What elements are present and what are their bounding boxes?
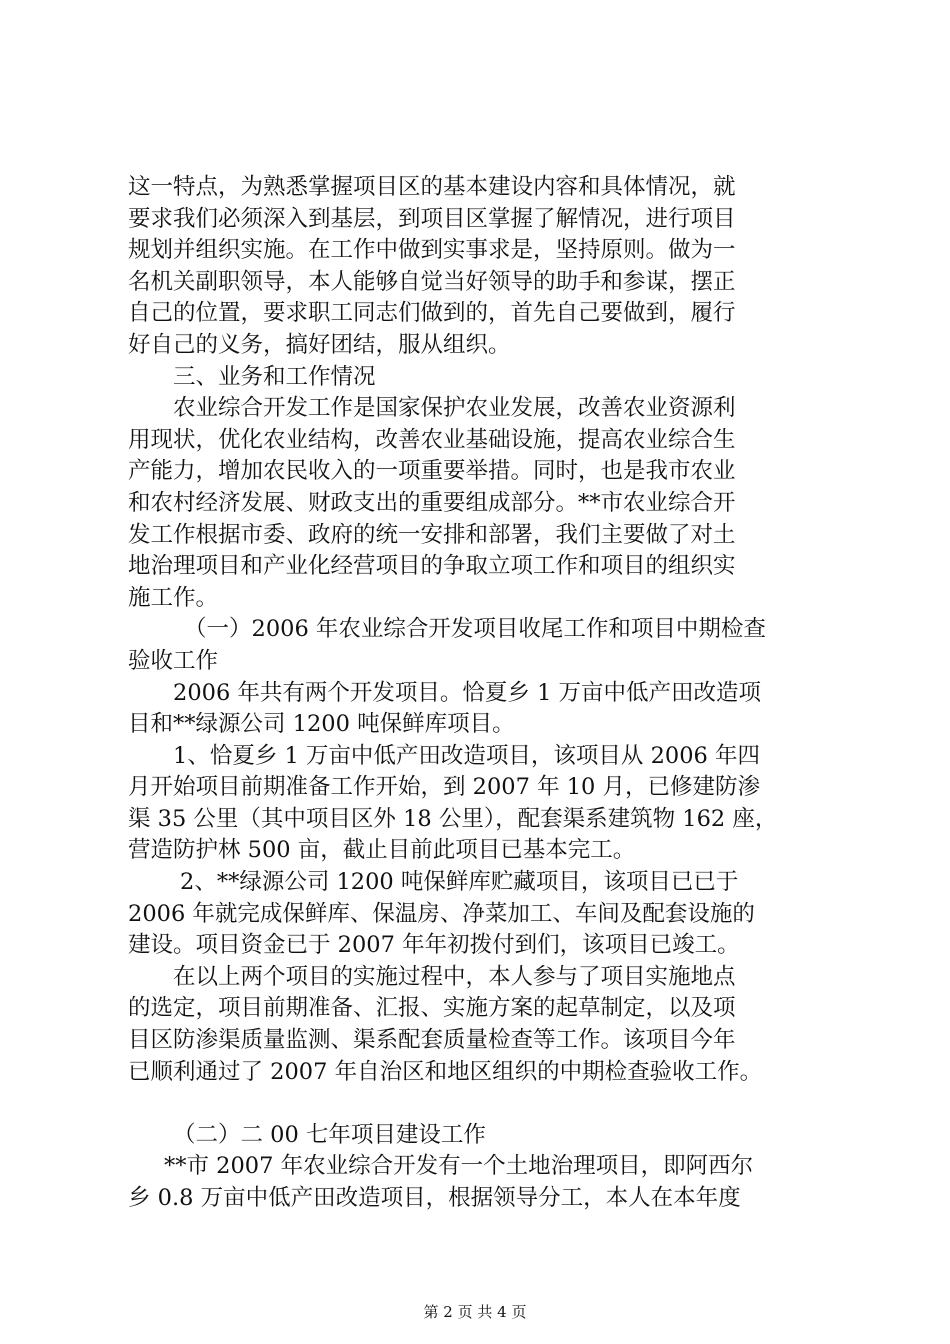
text-line: 规划并组织实施。在工作中做到实事求是，坚持原则。做为一 — [128, 237, 736, 264]
subsection-heading: （二）二 00 七年项目建设工作 — [173, 1121, 486, 1148]
text-line: 2006 年共有两个开发项目。恰夏乡 1 万亩中低产田改造项 — [173, 679, 762, 706]
text-line: **市 2007 年农业综合开发有一个土地治理项目，即阿西尔 — [164, 1153, 754, 1180]
text-line: 验收工作 — [128, 647, 219, 674]
text-line: 产能力，增加农民收入的一项重要举措。同时，也是我市农业 — [128, 458, 736, 485]
text-line: 和农村经济发展、财政支出的重要组成部分。**市农业综合开 — [128, 489, 736, 516]
text-line: 目和**绿源公司 1200 吨保鲜库项目。 — [128, 711, 515, 738]
page-number-footer: 第 2 页 共 4 页 — [423, 1303, 527, 1321]
text-line: 名机关副职领导，本人能够自觉当好领导的助手和参谋，摆正 — [128, 268, 736, 295]
text-line: 用现状，优化农业结构，改善农业基础设施，提高农业综合生 — [128, 426, 736, 453]
text-line: 2、**绿源公司 1200 吨保鲜库贮藏项目，该项目已已于 — [180, 869, 739, 896]
document-body — [128, 172, 838, 1215]
text-line: 1、恰夏乡 1 万亩中低产田改造项目，该项目从 2006 年四 — [173, 742, 761, 769]
text-line: 农业综合开发工作是国家保护农业发展，改善农业资源利 — [173, 395, 736, 422]
blank-line — [128, 1088, 838, 1120]
text-line: 地治理项目和产业化经营项目的争取立项工作和项目的组织实 — [128, 553, 736, 580]
text-line: 的选定，项目前期准备、汇报、实施方案的起草制定，以及项 — [128, 995, 736, 1022]
text-line: 施工作。 — [128, 584, 219, 611]
text-line: 渠 35 公里（其中项目区外 18 公里），配套渠系建筑物 162 座， — [128, 805, 778, 832]
text-line: 要求我们必须深入到基层，到项目区掌握了解情况，进行项目 — [128, 205, 736, 232]
text-line: 在以上两个项目的实施过程中，本人参与了项目实施地点 — [173, 963, 736, 990]
subsection-heading: （一）2006 年农业综合开发项目收尾工作和项目中期检查 — [184, 616, 766, 643]
section-heading: 三、业务和工作情况 — [173, 363, 376, 390]
text-line: 已顺利通过了 2007 年自治区和地区组织的中期检查验收工作。 — [128, 1058, 763, 1085]
text-line: 好自己的义务，搞好团结，服从组织。 — [128, 331, 511, 358]
text-line: 这一特点，为熟悉掌握项目区的基本建设内容和具体情况，就 — [128, 174, 736, 200]
text-line: 2006 年就完成保鲜库、保温房、净菜加工、车间及配套设施的 — [128, 900, 755, 927]
text-line: 自己的位置，要求职工同志们做到的，首先自己要做到，履行 — [128, 300, 736, 327]
text-line: 目区防渗渠质量监测、渠系配套质量检查等工作。该项目今年 — [128, 1027, 736, 1054]
text-line: 营造防护林 500 亩，截止目前此项目已基本完工。 — [128, 837, 636, 864]
text-line: 发工作根据市委、政府的统一安排和部署，我们主要做了对土 — [128, 521, 736, 548]
text-line: 乡 0.8 万亩中低产田改造项目，根据领导分工，本人在本年度 — [128, 1185, 741, 1211]
text-line: 月开始项目前期准备工作开始，到 2007 年 10 月，已修建防渗 — [128, 774, 761, 801]
text-line: 建设。项目资金已于 2007 年年初拨付到们，该项目已竣工。 — [128, 932, 740, 959]
